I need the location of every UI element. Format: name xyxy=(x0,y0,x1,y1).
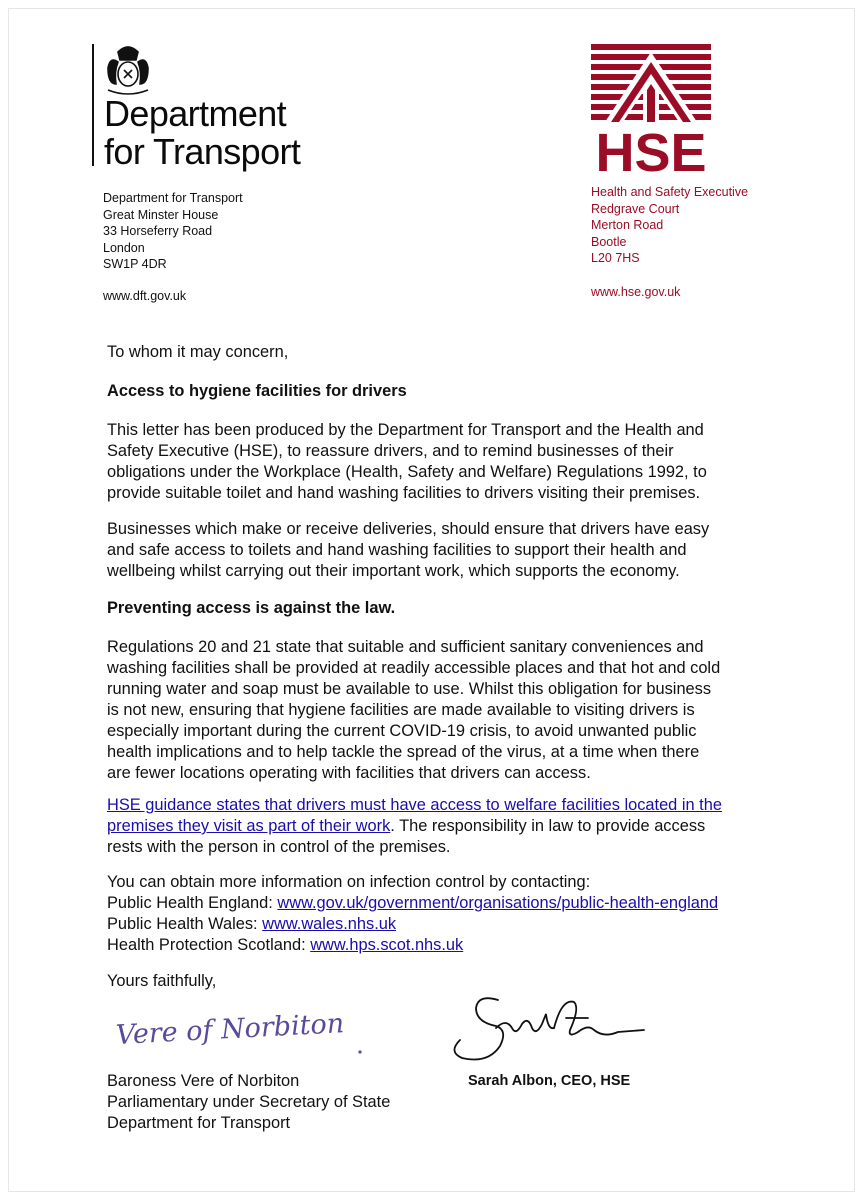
hse-address xyxy=(591,184,748,267)
hse-guidance-link[interactable]: HSE guidance states that drivers must have access to welfare facilities located in the xyxy=(107,796,722,814)
dft-address-line: 33 Horseferry Road xyxy=(103,224,213,238)
heading-against-the-law: Preventing access is against the law. xyxy=(107,599,396,617)
heading-access-hygiene: Access to hygiene facilities for drivers xyxy=(107,382,407,400)
dft-address-line: SW1P 4DR xyxy=(103,257,167,271)
paragraph-regulations xyxy=(107,637,757,784)
signatory-left-line: Parliamentary under Secretary of State xyxy=(107,1093,391,1111)
signatory-left-line: Baroness Vere of Norbiton xyxy=(107,1072,300,1090)
dft-address-line: Great Minster House xyxy=(103,207,219,222)
signatory-right: Sarah Albon, CEO, HSE xyxy=(468,1073,631,1089)
contact-label: Public Health Wales: xyxy=(107,915,263,933)
hse-guidance-link-cont[interactable]: premises they visit as part of their work xyxy=(107,817,391,835)
signature-vere xyxy=(112,1000,362,1070)
text-line: This letter has been produced by the Department for Transport and the Health and xyxy=(107,421,704,439)
hse-logo-icon xyxy=(591,44,711,174)
text-line: rests with the person in control of the premises. xyxy=(107,838,451,856)
text-line: Businesses which make or receive deliveries, should ensure that drivers have easy xyxy=(107,520,710,538)
signatory-left-line: Department for Transport xyxy=(107,1114,291,1132)
dft-logo-text-line-2: for Transport xyxy=(104,131,301,172)
text-line: provide suitable toilet and hand washing facilities to drivers visiting their premises. xyxy=(107,484,701,502)
text-line: especially important during the current COVID-19 crisis, to avoid unwanted public xyxy=(107,722,697,740)
signatory-left xyxy=(107,1071,757,1134)
text-line: You can obtain more information on infection control by contacting: xyxy=(107,873,591,891)
hse-logo-text: HSE xyxy=(595,123,707,174)
text-line: is not new, ensuring that hygiene facilities are made available to visiting drivers is xyxy=(107,701,695,719)
signature-albon-icon xyxy=(448,988,648,1068)
phe-link[interactable]: www.gov.uk/government/organisations/public-health-england xyxy=(277,894,719,912)
hse-address-line: L20 7HS xyxy=(591,251,640,265)
contact-label: Health Protection Scotland: xyxy=(107,936,311,954)
signature-vere-text: Vere of Norbiton xyxy=(115,1008,345,1052)
text-line: health implications and to help tackle the spread of the virus, at a time when there xyxy=(107,743,700,761)
text-line: washing facilities shall be provided at readily accessible places and that hot and cold xyxy=(107,659,721,677)
text-line: are fewer locations operating with facilities that drivers can access. xyxy=(107,764,591,782)
paragraph-contacts xyxy=(107,872,757,956)
phw-link[interactable]: www.wales.nhs.uk xyxy=(262,915,397,933)
text-line: wellbeing whilst carrying out their important work, which supports the economy. xyxy=(107,562,680,580)
paragraph-intro xyxy=(107,420,757,504)
dft-address-line: London xyxy=(103,240,145,255)
dft-logo-rule xyxy=(92,44,94,166)
contact-label: Public Health England: xyxy=(107,894,278,912)
dft-website: www.dft.gov.uk xyxy=(103,289,187,303)
hse-address-line: Merton Road xyxy=(591,218,664,232)
hse-address-line: Health and Safety Executive xyxy=(591,185,749,199)
dft-address xyxy=(103,190,243,273)
closing: Yours faithfully, xyxy=(107,972,217,990)
hse-address-line: Bootle xyxy=(591,234,627,249)
salutation: To whom it may concern, xyxy=(107,343,289,361)
text-segment: . The responsibility in law to provide access xyxy=(390,817,706,835)
hse-website: www.hse.gov.uk xyxy=(591,285,681,299)
text-line: and safe access to toilets and hand washing facilities to support their health and xyxy=(107,541,687,559)
text-line: Regulations 20 and 21 state that suitable and sufficient sanitary conveniences and xyxy=(107,638,704,656)
hps-link[interactable]: www.hps.scot.nhs.uk xyxy=(310,936,464,954)
hse-address-line: Redgrave Court xyxy=(591,201,680,216)
paragraph-hse-guidance xyxy=(107,795,757,858)
royal-crest-icon xyxy=(98,40,158,98)
text-line: obligations under the Workplace (Health, Safety and Welfare) Regulations 1992, to xyxy=(107,463,707,481)
dft-logo-text-line-1: Department xyxy=(104,93,287,134)
paragraph-businesses xyxy=(107,519,757,582)
text-line: running water and soap must be available to use. Whilst this obligation for business xyxy=(107,680,712,698)
text-line: Safety Executive (HSE), to reassure drivers, and to remind businesses of their xyxy=(107,442,674,460)
dft-address-line: Department for Transport xyxy=(103,191,243,205)
